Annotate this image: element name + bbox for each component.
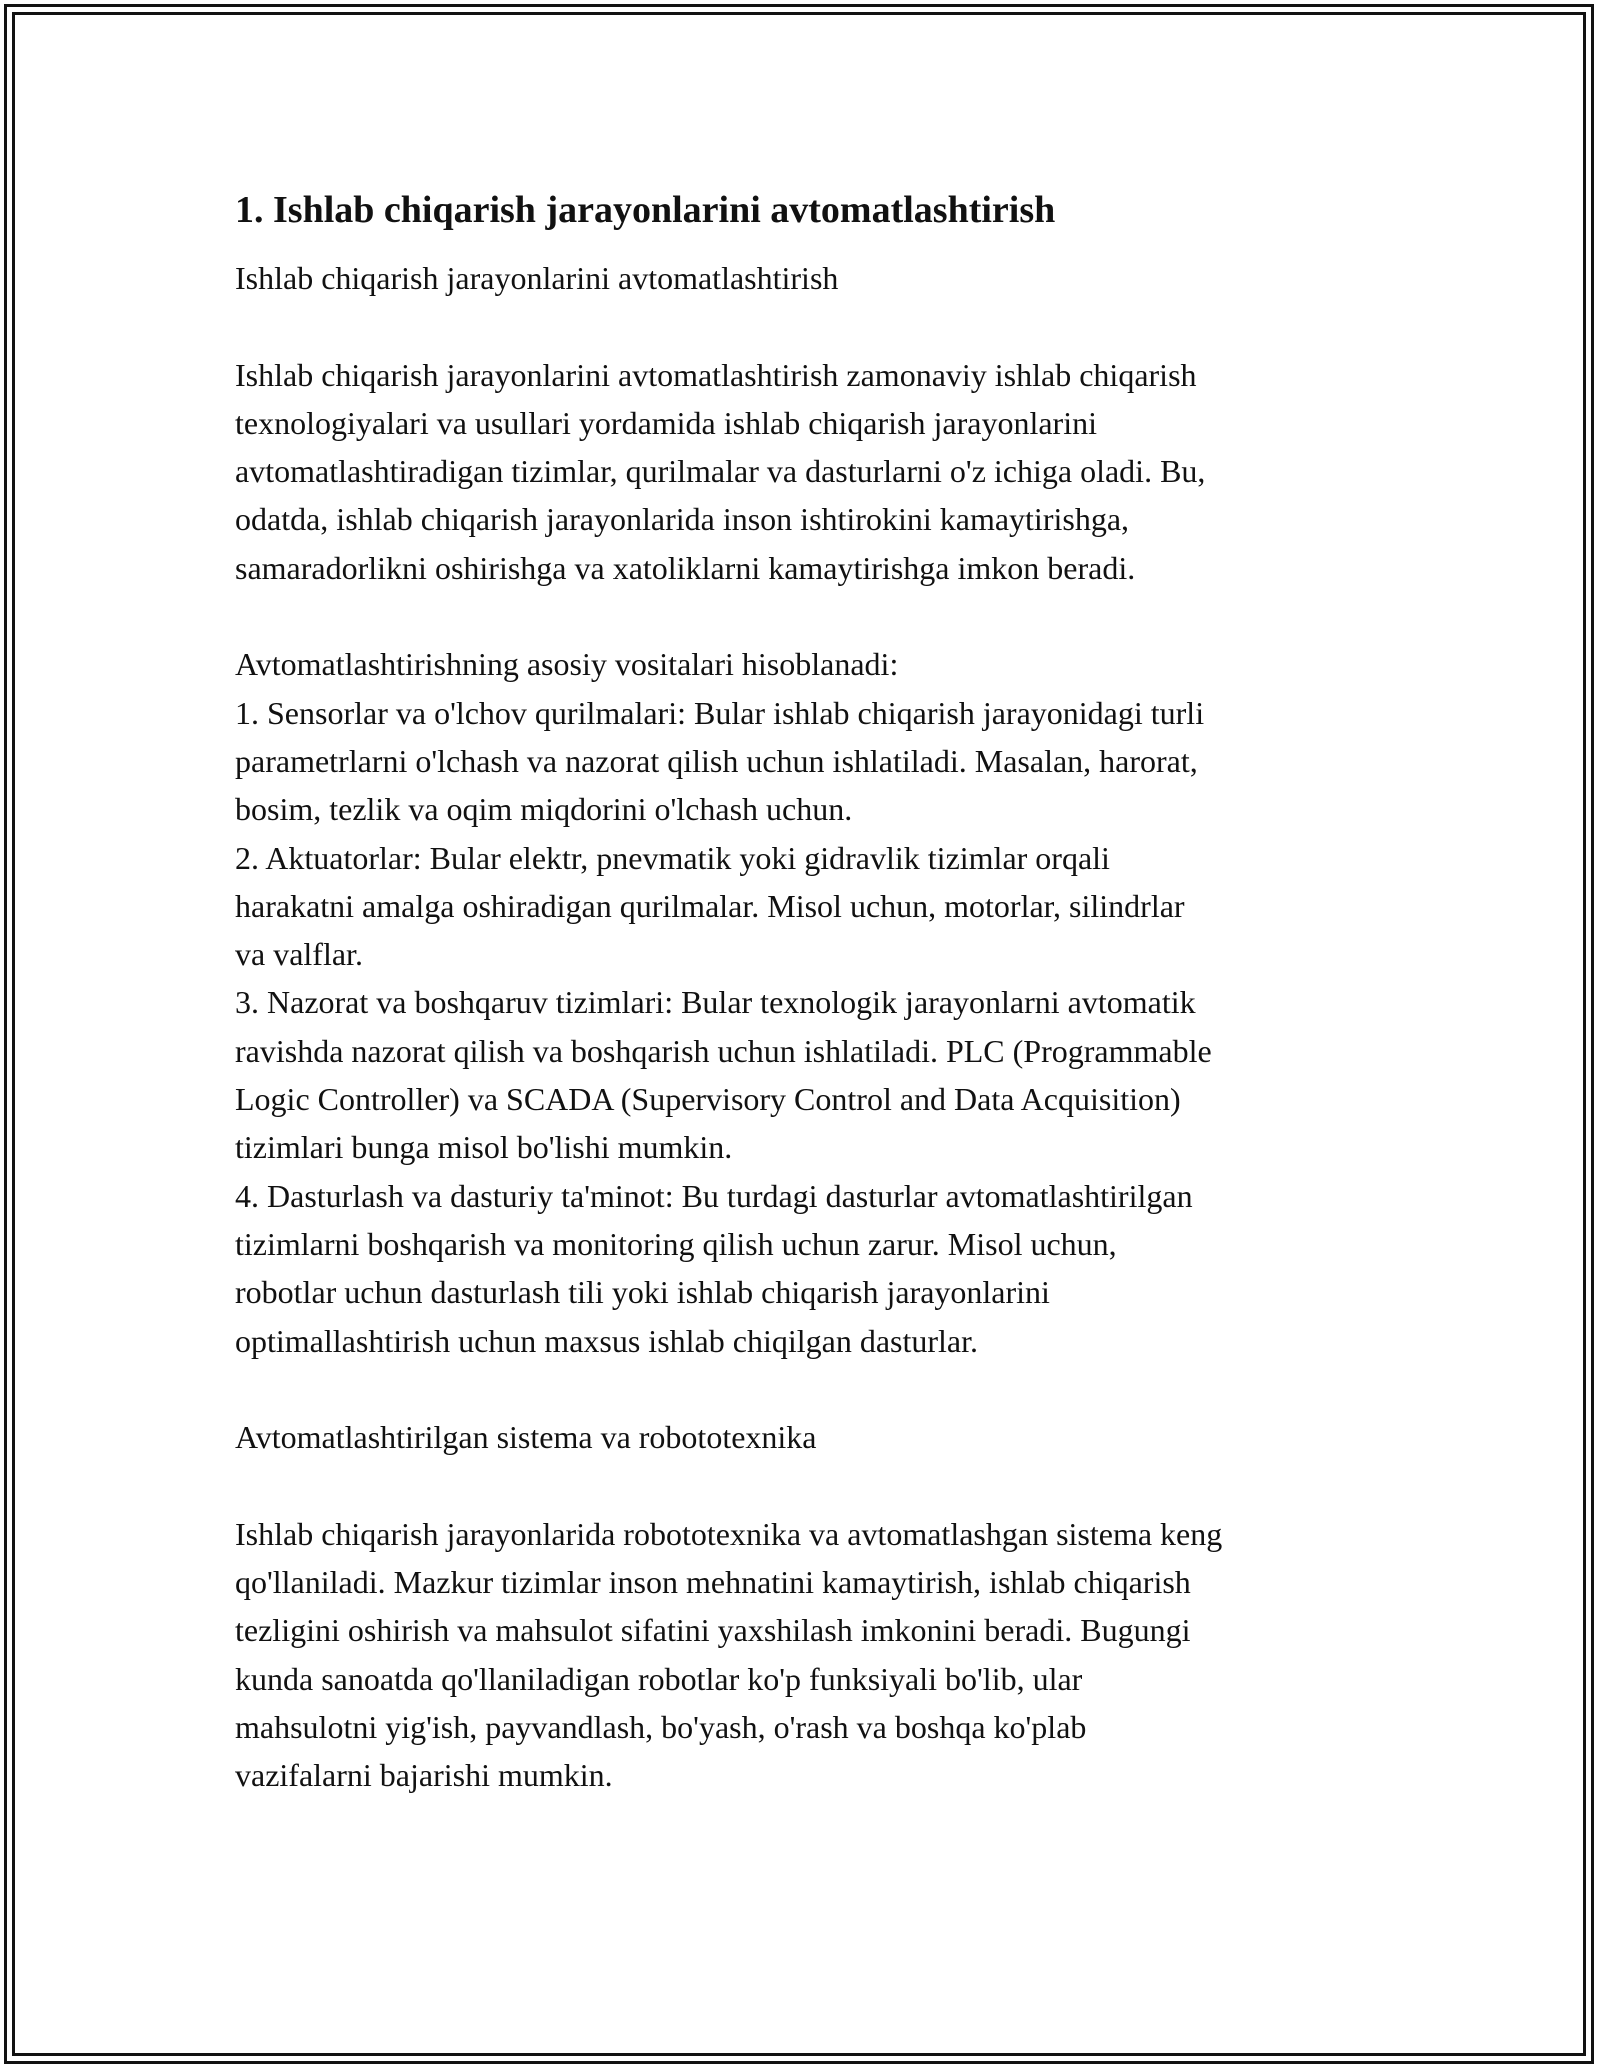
tools-line: 4. Dasturlash va dasturiy ta'minot: Bu turdagi dasturlar avtomatlashtirilgan <box>235 1177 1193 1214</box>
tools-line: Logic Controller) va SCADA (Supervisory Control and Data Acquisition) <box>235 1081 1181 1118</box>
paragraph-gap <box>235 1365 1385 1413</box>
intro-line: samaradorlikni oshirishga va xatoliklarni kamaytirishga imkon beradi. <box>235 549 1136 586</box>
robotics-line: kunda sanoatda qo'llaniladigan robotlar ko'p funksiyali bo'lib, ular <box>235 1660 1083 1697</box>
paragraph-gap <box>235 1461 1385 1509</box>
robotics-paragraph <box>235 1510 1385 1800</box>
robotics-line: Ishlab chiqarish jarayonlarida robototexnika va avtomatlashgan sistema keng <box>235 1515 1223 1552</box>
tools-line: 3. Nazorat va boshqaruv tizimlari: Bular texnologik jarayonlarni avtomatik <box>235 984 1196 1021</box>
section-subheading: Ishlab chiqarish jarayonlarini avtomatlashtirish <box>235 260 839 296</box>
tools-heading: Avtomatlashtirishning asosiy vositalari hisoblanadi: <box>235 646 899 683</box>
robotics-line: tezligini oshirish va mahsulot sifatini yaxshilash imkonini beradi. Bugungi <box>235 1612 1191 1649</box>
robotics-line: vazifalarni bajarishi mumkin. <box>235 1757 613 1794</box>
paragraph-gap <box>235 302 1385 350</box>
tools-line: tizimlarni boshqarish va monitoring qilish uchun zarur. Misol uchun, <box>235 1225 1117 1262</box>
tools-line: bosim, tezlik va oqim miqdorini o'lchash uchun. <box>235 791 853 828</box>
tools-list <box>235 689 1385 1365</box>
document-body <box>235 186 1385 1800</box>
intro-paragraph <box>235 351 1385 592</box>
page-title: 1. Ishlab chiqarish jarayonlarini avtomatlashtirish <box>235 189 1056 231</box>
intro-line: Ishlab chiqarish jarayonlarini avtomatlashtirish zamonaviy ishlab chiqarish <box>235 356 1197 393</box>
tools-line: optimallashtirish uchun maxsus ishlab chiqilgan dasturlar. <box>235 1322 978 1359</box>
tools-line: tizimlari bunga misol bo'lishi mumkin. <box>235 1129 733 1166</box>
tools-line: harakatni amalga oshiradigan qurilmalar. Misol uchun, motorlar, silindrlar <box>235 887 1185 924</box>
tools-line: ravishda nazorat qilish va boshqarish uchun ishlatiladi. PLC (Programmable <box>235 1032 1212 1069</box>
intro-line: odatda, ishlab chiqarish jarayonlarida inson ishtirokini kamaytirishga, <box>235 501 1130 538</box>
robotics-line: mahsulotni yig'ish, payvandlash, bo'yash, o'rash va boshqa ko'plab <box>235 1708 1087 1745</box>
robotics-heading: Avtomatlashtirilgan sistema va robototexnika <box>235 1419 817 1456</box>
intro-line: texnologiyalari va usullari yordamida ishlab chiqarish jarayonlarini <box>235 404 1097 441</box>
paragraph-gap <box>235 592 1385 640</box>
tools-line: va valflar. <box>235 936 363 973</box>
tools-line: 1. Sensorlar va o'lchov qurilmalari: Bular ishlab chiqarish jarayonidagi turli <box>235 694 1205 731</box>
tools-line: parametrlarni o'lchash va nazorat qilish uchun ishlatiladi. Masalan, harorat, <box>235 742 1198 779</box>
robotics-line: qo'llaniladi. Mazkur tizimlar inson mehnatini kamaytirish, ishlab chiqarish <box>235 1564 1191 1601</box>
intro-line: avtomatlashtiradigan tizimlar, qurilmalar va dasturlarni o'z ichiga oladi. Bu, <box>235 453 1206 490</box>
tools-line: 2. Aktuatorlar: Bular elektr, pnevmatik yoki gidravlik tizimlar orqali <box>235 839 1110 876</box>
tools-line: robotlar uchun dasturlash tili yoki ishlab chiqarish jarayonlarini <box>235 1274 1050 1311</box>
